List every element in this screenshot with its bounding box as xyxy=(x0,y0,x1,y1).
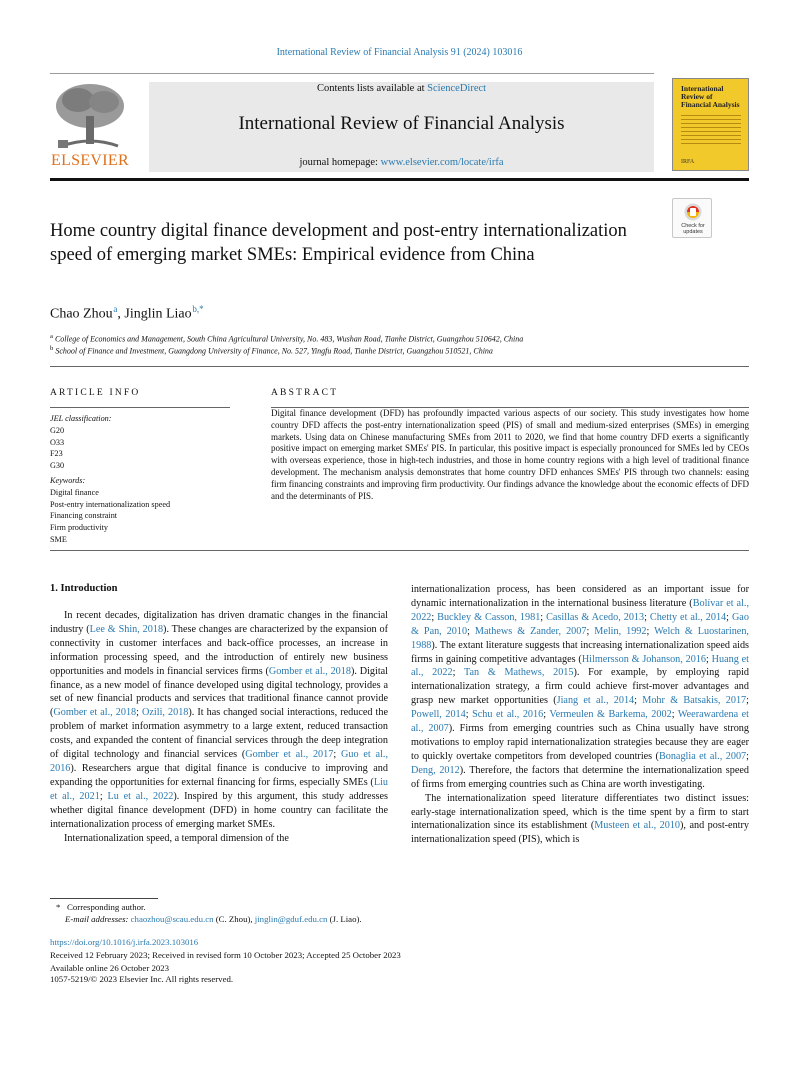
elsevier-wordmark: ELSEVIER xyxy=(51,152,129,169)
body-text: ; xyxy=(644,611,650,623)
article-info-heading: ARTICLE INFO xyxy=(50,388,141,398)
body-text: internationalization process, has been considered as an important issue for dynamic internationalization in the international business literature ( xyxy=(411,584,749,609)
body-text: ; xyxy=(452,667,464,679)
available-online-date: Available online 26 October 2023 xyxy=(50,963,170,973)
body-text: ). Researchers argue that digital finance is conducive to improving and expanding the opportunities for external financing for firms, especially SMEs ( xyxy=(50,762,388,788)
jel-label: JEL classification: xyxy=(50,414,112,423)
author-list: Chao Zhou $^a$, Jinglin Liao $^{b,*}$ xyxy=(50,304,204,322)
body-text: ; xyxy=(671,709,678,721)
body-text: ). Firms from emerging countries such as China usually have strong motivations to employ rapid internationalization strategies because they are eager to quickly overtake competitors from developed countries ( xyxy=(411,723,749,762)
body-text: ). Inspired by this argument, this study addresses whether digital finance development (DFD) in home country can facilitate the internationalization process of emerging market SMEs. xyxy=(50,790,388,830)
body-text: ), and post-entry internationalization speed (PIS), which is xyxy=(411,820,749,846)
section-rule xyxy=(50,550,749,551)
body-text: ; xyxy=(333,749,341,761)
body-text: ; xyxy=(136,707,143,719)
introduction-heading: 1. Introduction xyxy=(50,583,118,594)
body-text: ; xyxy=(746,750,749,762)
abstract-body: Digital finance development (DFD) has profoundly impacted various aspects of our society. This study investigates how home country DFD affects the post-entry internationalization speed (PIS) of small and medium-sized enterprises (SMEs) in emerging markets. Using data on Chinese manufacturing SMEs from 2011 to 2020, we find that home country DFD exerts a significantly positive impact on emerging market SMEs' PIS. In particular, this positive impact is especially pronounced for SMEs led by CEOs with overseas experience, those in high-tech industries, and those in home country regions with a high level of traditional finance development. The mechanism analysis demonstrates that home country DFD enhances SMEs' PIS through two channels: easing firm financing constraints and improving firm productivity. Our findings advance the knowledge about the economic effects of DFD and the determinants of PIS. xyxy=(271,408,749,501)
citation-link[interactable]: Chetty et al., 2014 xyxy=(649,611,727,623)
email-link[interactable]: chaozhou@scau.edu.cn xyxy=(130,914,214,924)
affiliation: $^a$ College of Economics and Management, South China Agricultural University, No. 483, Wushan Road, Tianhe District, Guangzhou 510642, China xyxy=(50,333,524,344)
body-text: The internationalization speed literature differentiates two distinct issues: early-stage internationalization speed, which is the time spent by a firm to start internationalization since its establishment ( xyxy=(411,792,749,832)
body-text: ; xyxy=(634,695,643,707)
citation-link[interactable]: Bonaglia et al., 2007 xyxy=(658,750,747,762)
cover-decoration xyxy=(681,115,741,155)
citation-link[interactable]: Jiang et al., 2014 xyxy=(556,695,635,707)
masthead-top-rule xyxy=(50,73,654,74)
journal-name: International Review of Financial Analysis xyxy=(238,113,565,134)
article-info-list xyxy=(50,413,250,546)
journal-homepage-link[interactable]: www.elsevier.com/locate/irfa xyxy=(380,157,504,168)
sciencedirect-link[interactable]: ScienceDirect xyxy=(427,83,487,94)
homepage-prefix: journal homepage: xyxy=(299,157,381,168)
body-text: ; xyxy=(467,625,475,637)
body-text: ). Digital finance, as a new model of finance developed using digital technology, provides a set of new financial products and services that traditional finance cannot provide ( xyxy=(50,665,389,719)
citation-link[interactable]: Musteen et al., 2010 xyxy=(594,820,681,832)
jel-code: O33 xyxy=(50,437,65,447)
body-text: ). It has changed social interactions, reduced the problem of market information asymmetry to a large extent, reduced transaction costs, and expanded the content of financial services through the deep integration of digital technology and financial services ( xyxy=(50,707,388,761)
cover-title: International Review of Financial Analysis xyxy=(681,84,740,109)
body-text: ; xyxy=(726,611,732,623)
header-thick-rule xyxy=(50,178,749,181)
check-for-updates-badge[interactable] xyxy=(672,198,712,238)
jel-code: F23 xyxy=(50,449,63,459)
citation-link[interactable]: Gomber et al., 2018 xyxy=(268,665,351,677)
email-link[interactable]: jinglin@gduf.edu.cn xyxy=(254,914,328,924)
body-text: ). Therefore, the factors that determine the internationalization speed of firms from emerging countries such as China are worth investigating. xyxy=(411,764,749,790)
body-text: ; xyxy=(646,625,655,637)
journal-homepage-line xyxy=(149,157,654,168)
body-text: ; xyxy=(746,695,749,707)
citation-link[interactable]: Schu et al., 2016 xyxy=(472,709,544,721)
footnote-rule xyxy=(50,898,158,899)
citation-link[interactable]: Welch & Luostarinen, 1988 xyxy=(411,625,749,651)
body-text: ; xyxy=(465,709,473,721)
author-affiliation-marker[interactable]: a xyxy=(113,304,118,314)
body-text: ; xyxy=(706,653,712,665)
citation-link[interactable]: Gao & Pan, 2010 xyxy=(411,611,749,637)
citation-link[interactable]: Gomber et al., 2017 xyxy=(245,749,334,761)
body-text: ). For example, by employing rapid internationalization strategy, a firm could achieve first-mover advantages and grasp new market opportunities ( xyxy=(411,667,749,707)
citation-link[interactable]: Liu et al., 2021 xyxy=(50,776,388,802)
paper-title: Home country digital finance development and post-entry internationalization speed of emerging market SMEs: Empirical evidence from China xyxy=(50,221,627,265)
citation-link[interactable]: Guo et al., 2016 xyxy=(50,749,388,774)
citation-link[interactable]: Buckley & Casson, 1981 xyxy=(437,611,541,623)
body-text: ). These changes are characterized by the expansion of connectivity in customer interfaces and back-office processes, an increase in information processing speed, and the introduction of entirely new business opportunities and models in financial services firms ( xyxy=(50,623,388,677)
citation-link[interactable]: Vermeulen & Barkema, 2002 xyxy=(549,709,672,721)
citation-link[interactable]: Tan & Mathews, 2015 xyxy=(463,667,574,679)
body-paragraph xyxy=(411,583,749,792)
citation-link[interactable]: Huang et al., 2022 xyxy=(411,653,749,679)
citation-link[interactable]: Powell, 2014 xyxy=(411,709,466,721)
body-text: ; xyxy=(543,709,550,721)
citation-link[interactable]: Bolívar et al., 2022 xyxy=(411,597,750,623)
check-updates-icon xyxy=(684,203,702,221)
citation-link[interactable]: Ozili, 2018 xyxy=(142,707,189,719)
contents-availability-line xyxy=(149,83,654,94)
body-text: In recent decades, digitalization has driven dramatic changes in the financial industry ( xyxy=(50,610,388,635)
article-info-rule xyxy=(50,407,230,408)
citation-link[interactable]: Lu et al., 2022 xyxy=(107,790,174,802)
journal-citation-link[interactable]: International Review of Financial Analysis 91 (2024) 103016 xyxy=(276,47,523,58)
keyword: Post-entry internationalization speed xyxy=(50,499,171,509)
body-paragraph xyxy=(50,832,388,846)
keyword: Financing constraint xyxy=(50,511,118,521)
affiliation: $^b$ School of Finance and Investment, Guangdong University of Finance, No. 527, Yingfu Road, Tianhe District, Guangzhou 510521, China xyxy=(50,345,493,356)
body-paragraph xyxy=(411,792,749,848)
citation-link[interactable]: Lee & Shin, 2018 xyxy=(89,623,164,635)
body-text: ). The extant literature suggests that increasing internationalization speed aids firms in gaining competitive advantages ( xyxy=(411,639,749,665)
citation-link[interactable]: Gomber et al., 2018 xyxy=(53,707,137,719)
citation-link[interactable]: Melin, 1992 xyxy=(594,625,647,637)
citation-link[interactable]: Hilmersson & Johanson, 2016 xyxy=(581,653,706,665)
citation-link[interactable]: Mathews & Zander, 2007 xyxy=(474,625,587,637)
received-dates: Received 12 February 2023; Received in revised form 10 October 2023; Accepted 25 October 2023 xyxy=(50,950,401,960)
citation-link[interactable]: Deng, 2012 xyxy=(411,764,460,776)
cover-footer: IRFA xyxy=(681,159,695,165)
body-text: Internationalization speed, a temporal dimension of the xyxy=(64,832,289,844)
citation-link[interactable]: Weerawardena et al., 2007 xyxy=(411,709,749,735)
body-column-right xyxy=(411,583,749,847)
author-name: Chao Zhou xyxy=(50,306,113,322)
corresponding-author-note: * Corresponding author. xyxy=(56,902,146,912)
email-addresses-note: E-mail addresses: chaozhou@scau.edu.cn (C. Zhou), jinglin@gduf.edu.cn (J. Liao). xyxy=(65,914,362,924)
keyword: Digital finance xyxy=(50,487,99,497)
keywords-label: Keywords: xyxy=(50,475,86,485)
citation-link[interactable]: Mohr & Batsakis, 2017 xyxy=(642,695,747,707)
body-paragraph xyxy=(50,609,388,832)
body-column-left xyxy=(50,609,388,845)
author-name: Jinglin Liao xyxy=(124,306,192,322)
journal-cover-thumbnail[interactable] xyxy=(672,78,749,171)
doi-link[interactable]: https://doi.org/10.1016/j.irfa.2023.103016 xyxy=(50,937,199,947)
contents-prefix: Contents lists available at xyxy=(316,83,428,94)
abstract-heading: ABSTRACT xyxy=(271,388,339,398)
citation-link[interactable]: Casillas & Acedo, 2013 xyxy=(546,611,645,623)
body-text: ; xyxy=(431,611,438,623)
copyright-notice: 1057-5219/© 2023 Elsevier Inc. All rights reserved. xyxy=(50,974,234,984)
body-text: ; xyxy=(99,790,108,802)
check-updates-label: Check for updates xyxy=(681,223,705,235)
keyword: SME xyxy=(50,534,67,544)
body-text: ; xyxy=(586,625,595,637)
body-text: ; xyxy=(540,611,547,623)
keyword: Firm productivity xyxy=(50,523,108,533)
jel-code: G30 xyxy=(50,461,65,471)
author-affiliation-marker[interactable]: b,* xyxy=(192,304,204,314)
section-rule xyxy=(50,366,749,367)
jel-code: G20 xyxy=(50,425,65,435)
